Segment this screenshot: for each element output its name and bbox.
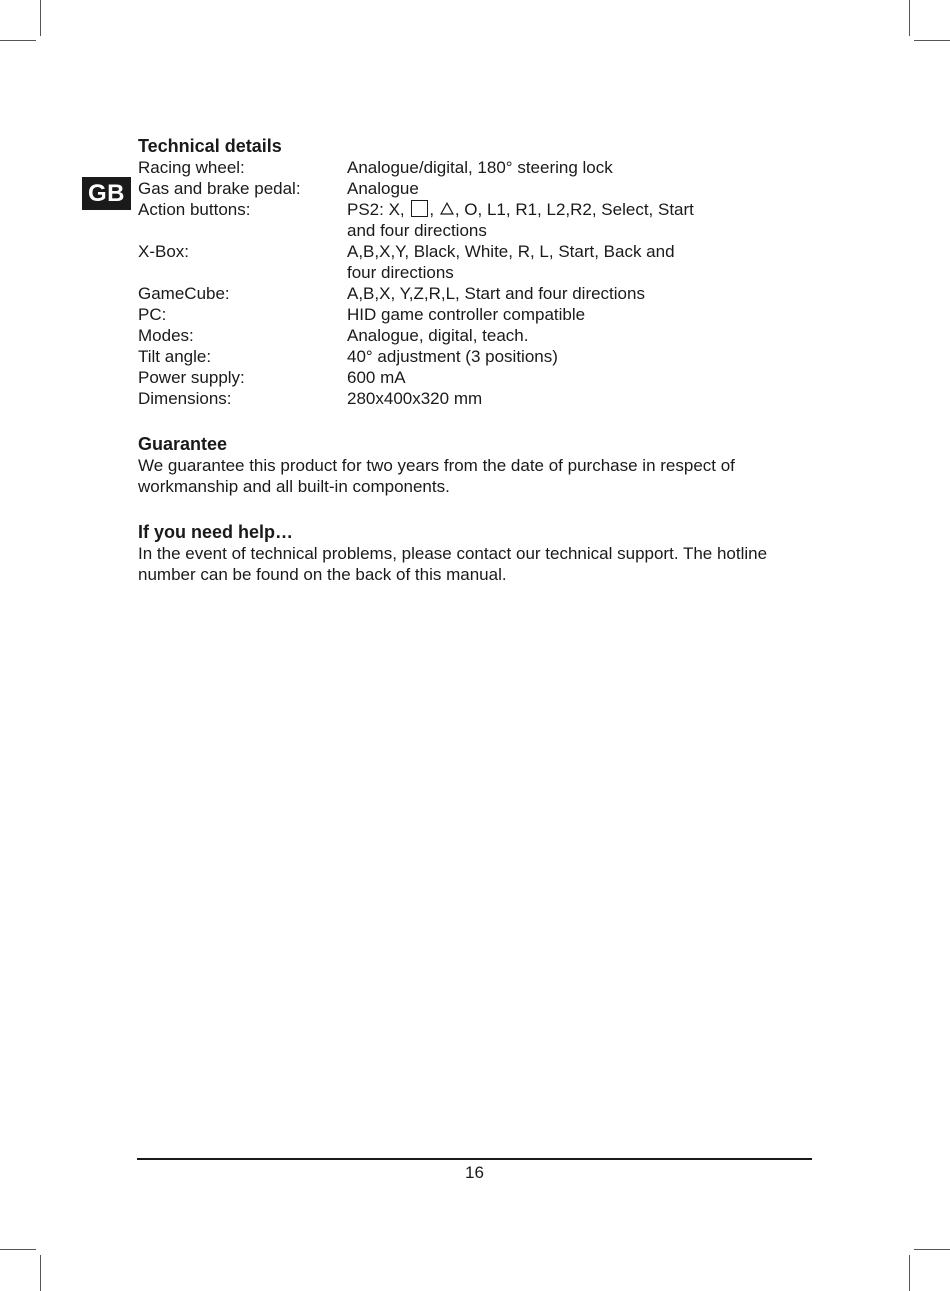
help-heading: If you need help… — [138, 522, 294, 542]
crop-mark — [0, 40, 36, 41]
ps2-buttons-separator: , — [429, 200, 435, 219]
crop-mark — [0, 1249, 36, 1250]
technical-details-heading: Technical details — [138, 136, 282, 156]
spec-label: Tilt angle: — [138, 347, 212, 366]
spec-value-line — [347, 199, 828, 220]
spec-value-line: and four directions — [347, 221, 487, 240]
crop-mark — [909, 0, 910, 36]
page-number: 16 — [465, 1163, 484, 1182]
spec-row — [138, 346, 828, 367]
spec-row — [138, 157, 828, 178]
spec-label: Gas and brake pedal: — [138, 179, 301, 198]
crop-mark — [914, 40, 950, 41]
crop-mark — [909, 1255, 910, 1291]
spec-row — [138, 283, 828, 304]
triangle-button-icon — [440, 202, 454, 215]
crop-mark — [40, 0, 41, 36]
spec-value: Analogue/digital, 180° steering lock — [347, 158, 613, 177]
spec-row — [138, 304, 828, 325]
help-text: In the event of technical problems, please contact our technical support. The hotline number can be found on the back of this manual. — [138, 544, 768, 584]
crop-mark — [40, 1255, 41, 1291]
spec-value: 280x400x320 mm — [347, 389, 483, 408]
spec-label: Modes: — [138, 326, 194, 345]
ps2-buttons-prefix: PS2: X, — [347, 200, 405, 219]
footer-rule — [137, 1158, 812, 1160]
spec-value: A,B,X, Y,Z,R,L, Start and four directions — [347, 284, 645, 303]
spec-label: PC: — [138, 305, 167, 324]
spec-value: HID game controller compatible — [347, 305, 586, 324]
spec-label: Power supply: — [138, 368, 245, 387]
spec-label: X-Box: — [138, 242, 190, 261]
spec-label: Dimensions: — [138, 389, 232, 408]
manual-content — [138, 135, 828, 585]
spec-table — [138, 157, 828, 409]
spec-value: Analogue, digital, teach. — [347, 326, 529, 345]
spec-value: 40° adjustment (3 positions) — [347, 347, 558, 366]
spec-value — [347, 199, 828, 241]
spec-value — [347, 241, 828, 283]
spec-label: Racing wheel: — [138, 158, 245, 177]
spec-row — [138, 325, 828, 346]
spec-row — [138, 178, 828, 199]
ps2-buttons-suffix: , O, L1, R1, L2,R2, Select, Start — [454, 200, 694, 219]
spec-value-line: four directions — [347, 263, 454, 282]
spec-value: Analogue — [347, 179, 419, 198]
spec-value-line: A,B,X,Y, Black, White, R, L, Start, Back and — [347, 242, 675, 261]
spec-value: 600 mA — [347, 368, 406, 387]
spec-row — [138, 241, 828, 283]
spec-row — [138, 199, 828, 241]
spec-row — [138, 367, 828, 388]
spec-row — [138, 388, 828, 409]
square-button-icon — [411, 200, 428, 217]
crop-mark — [914, 1249, 950, 1250]
spec-label: GameCube: — [138, 284, 230, 303]
language-tab: GB — [82, 177, 131, 210]
spec-label: Action buttons: — [138, 200, 251, 219]
guarantee-heading: Guarantee — [138, 434, 228, 454]
guarantee-text: We guarantee this product for two years from the date of purchase in respect of workmanship and all built-in components. — [138, 456, 735, 496]
